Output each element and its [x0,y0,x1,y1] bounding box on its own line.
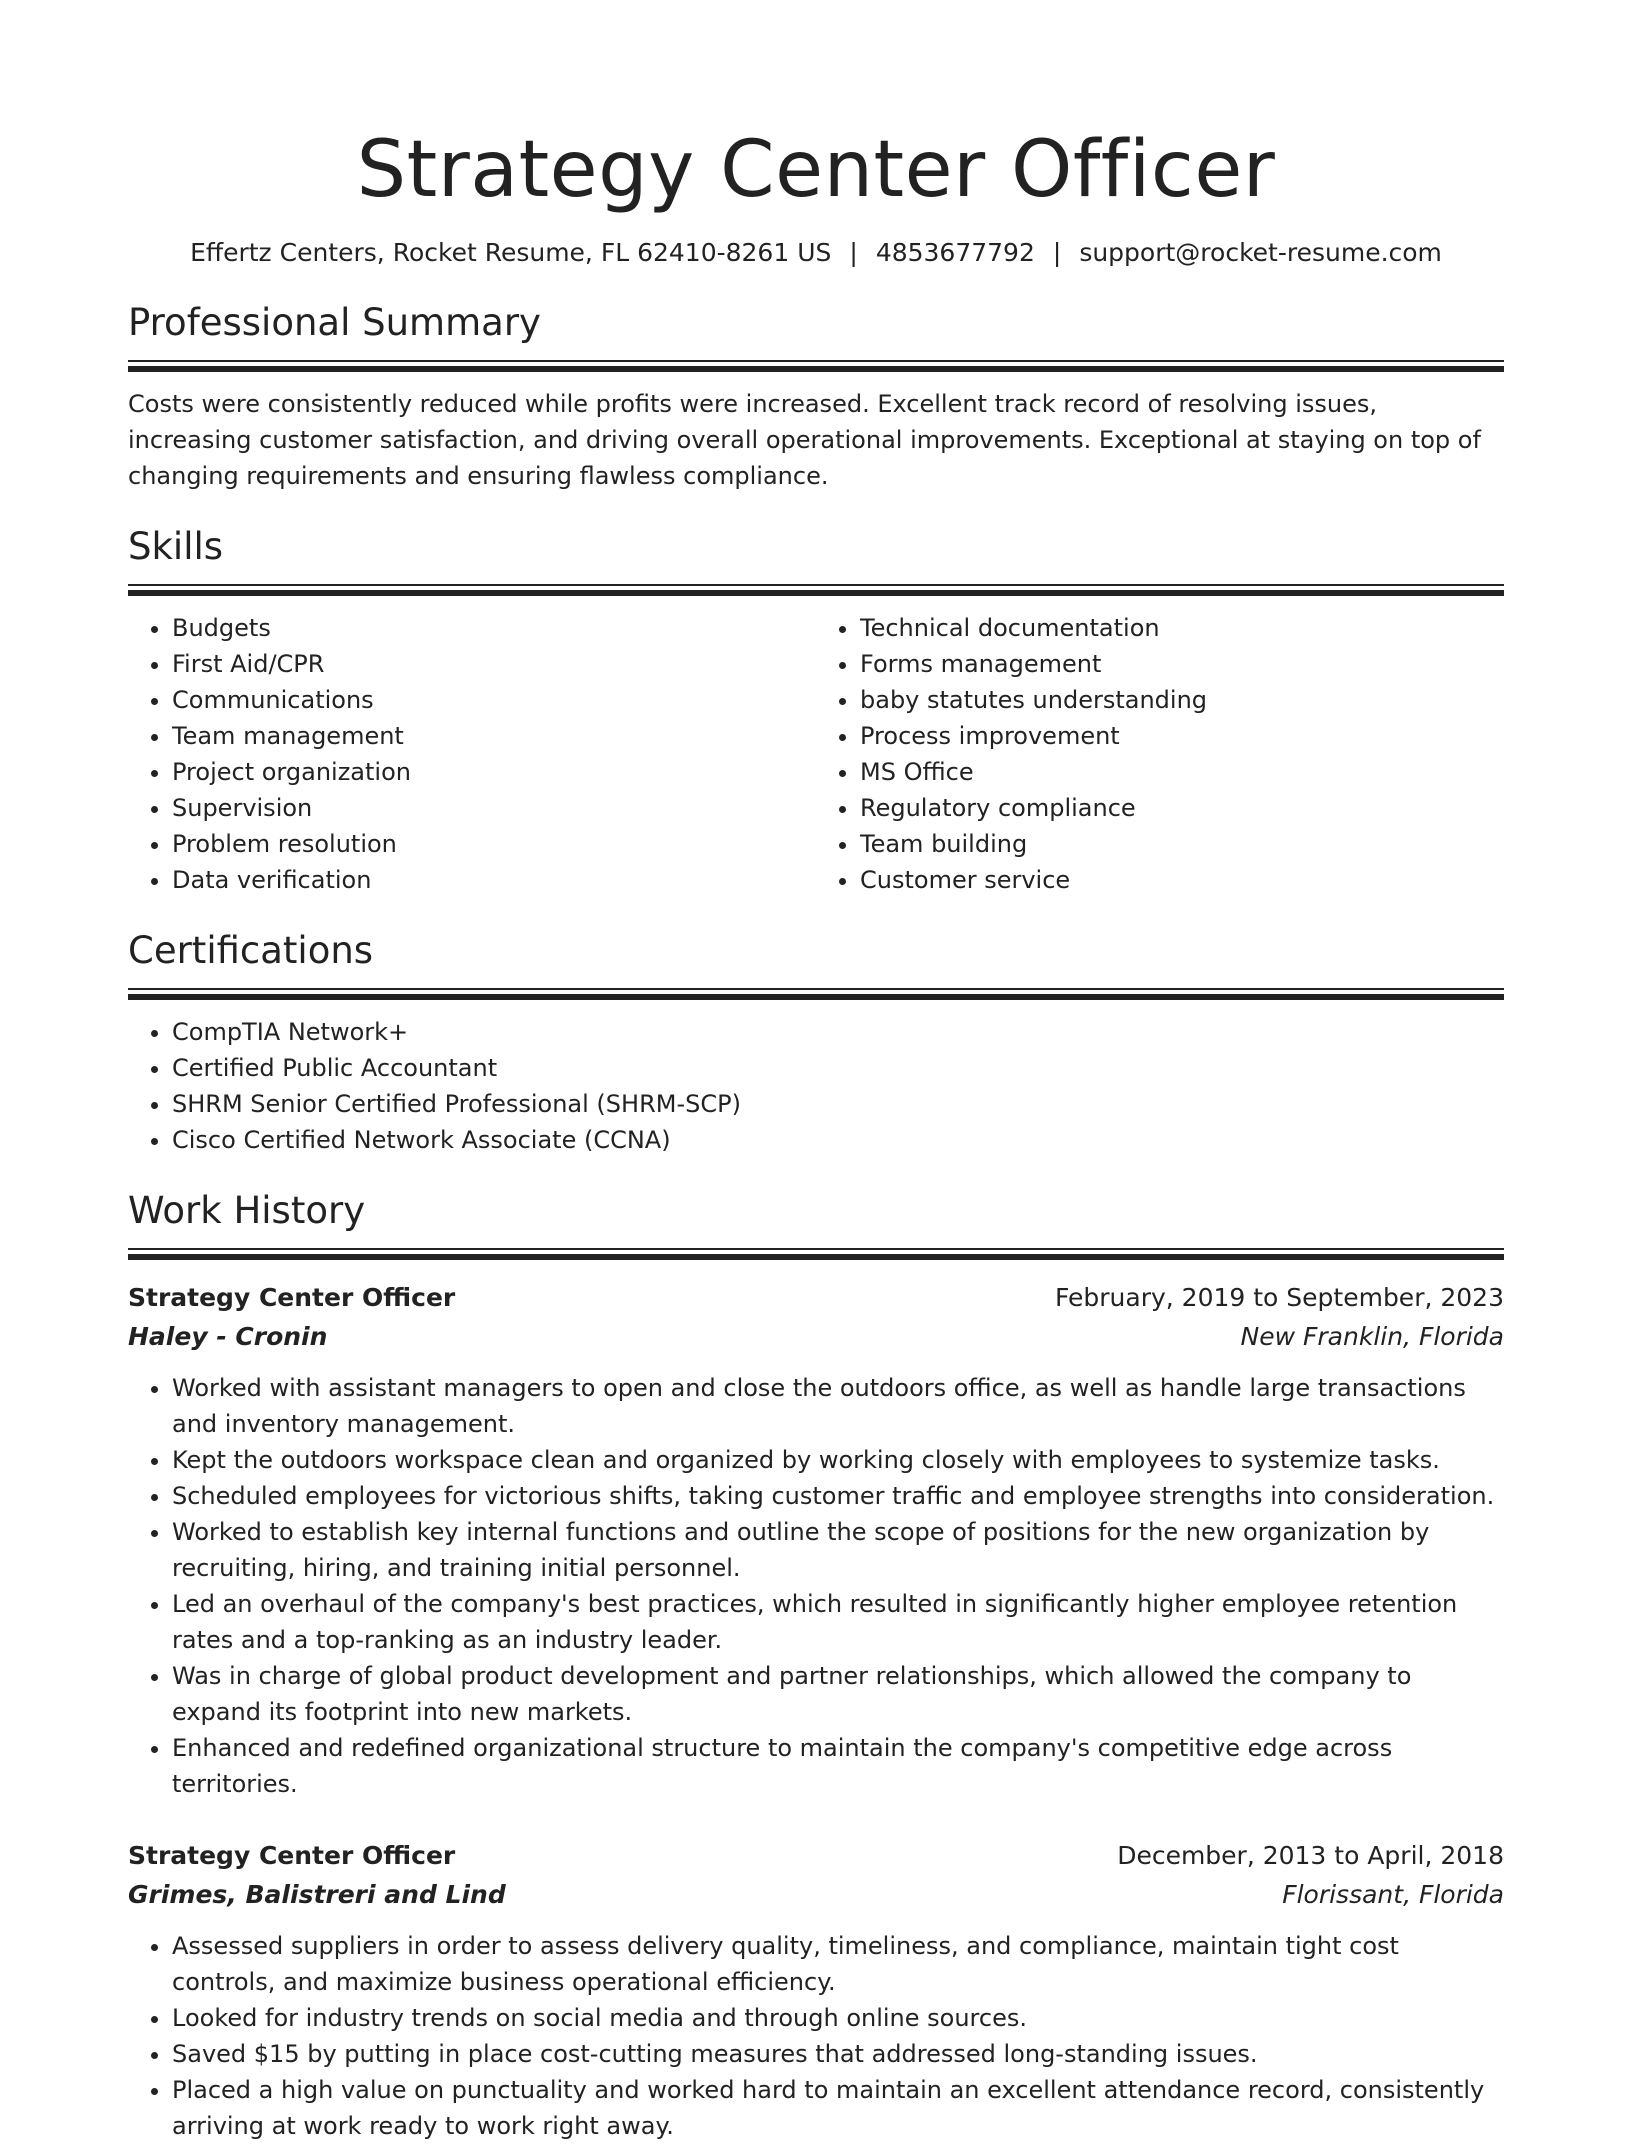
skill-item: • MS Office [860,754,1504,790]
skill-item: • Forms management [860,646,1504,682]
contact-separator: | [849,238,858,267]
skill-item: • baby statutes understanding [860,682,1504,718]
section-title-skills: Skills [128,525,224,568]
contact-email: support@rocket-resume.com [1079,238,1442,267]
skill-item: • Budgets [172,610,816,646]
job-bullet: • Was in charge of global product development and partner relationships, which allowed the company to expand its footprint into new markets. [172,1658,1504,1730]
job-bullet: • Saved $15 by putting in place cost-cutting measures that addressed long-standing issues. [172,2036,1504,2072]
skill-item: • Process improvement [860,718,1504,754]
skill-item: • Team building [860,826,1504,862]
job-title: Strategy Center Officer [128,1841,456,1870]
section-title-certifications: Certifications [128,929,374,972]
summary-text: Costs were consistently reduced while profits were increased. Excellent track record of resolving issues, increasing customer satisfaction, and driving overall operational improvements. Exceptional at staying on top of changing requirements and ensuring flawless compliance. [128,390,1481,490]
contact-phone: 4853677792 [875,238,1035,267]
skill-item: • Project organization [172,754,816,790]
section-divider [128,1248,1504,1260]
work-history-section [128,1186,1504,2144]
job-bullet: • Worked with assistant managers to open and close the outdoors office, as well as handle large transactions and inventory management. [172,1370,1504,1442]
skills-columns [128,610,1504,898]
contact-address: Effertz Centers, Rocket Resume, FL 62410-8261 US [190,238,832,267]
contact-line [128,236,1504,270]
job-bullet: • Kept the outdoors workspace clean and organized by working closely with employees to systemize tasks. [172,1442,1504,1478]
job-bullet: • Assessed suppliers in order to assess delivery quality, timeliness, and compliance, maintain tight cost controls, and maximize business operational efficiency. [172,1928,1504,2000]
job-subheader [128,1317,1504,1356]
certification-item: • Cisco Certified Network Associate (CCNA) [172,1122,1504,1158]
job-location: New Franklin, Florida [1240,1322,1504,1351]
job-dates: December, 2013 to April, 2018 [1117,1841,1504,1870]
skill-item: • Communications [172,682,816,718]
job-entry [128,1278,1504,1802]
job-title: Strategy Center Officer [128,1283,456,1312]
skill-item: • Technical documentation [860,610,1504,646]
skill-item: • Data verification [172,862,816,898]
job-bullets [128,1370,1504,1802]
skill-item: • Customer service [860,862,1504,898]
job-header [128,1278,1504,1317]
job-bullet: • Placed a high value on punctuality and worked hard to maintain an excellent attendance record, consistently arriving at work ready to work right away. [172,2072,1504,2144]
certification-item: • CompTIA Network+ [172,1014,1504,1050]
skills-list-left [128,610,816,898]
skill-item: • Supervision [172,790,816,826]
skill-item: • First Aid/CPR [172,646,816,682]
skill-item: • Regulatory compliance [860,790,1504,826]
job-bullet: • Led an overhaul of the company's best practices, which resulted in significantly higher employee retention rates and a top-ranking as an industry leader. [172,1586,1504,1658]
certification-item: • Certified Public Accountant [172,1050,1504,1086]
section-divider [128,360,1504,372]
job-company: Haley - Cronin [128,1322,328,1351]
certifications-list [128,1014,1504,1158]
resume-name: Strategy Center Officer [356,125,1276,215]
job-bullet: • Scheduled employees for victorious shifts, taking customer traffic and employee strengths into consideration. [172,1478,1504,1514]
section-title-work-history: Work History [128,1189,366,1232]
certifications-section [128,926,1504,1158]
skill-item: • Problem resolution [172,826,816,862]
job-header [128,1836,1504,1875]
certification-item: • SHRM Senior Certified Professional (SHRM-SCP) [172,1086,1504,1122]
skills-list-right [816,610,1504,898]
section-title-summary: Professional Summary [128,301,541,344]
job-bullet: • Enhanced and redefined organizational structure to maintain the company's competitive edge across territories. [172,1730,1504,1802]
job-location: Florissant, Florida [1282,1880,1504,1909]
skill-item: • Team management [172,718,816,754]
job-company: Grimes, Balistreri and Lind [128,1880,506,1909]
section-divider [128,584,1504,596]
job-dates: February, 2019 to September, 2023 [1055,1283,1504,1312]
job-bullet: • Looked for industry trends on social media and through online sources. [172,2000,1504,2036]
job-entry [128,1836,1504,2144]
contact-separator: | [1052,238,1062,267]
job-bullet: • Worked to establish key internal functions and outline the scope of positions for the new organization by recruiting, hiring, and training initial personnel. [172,1514,1504,1586]
skills-section [128,522,1504,898]
section-divider [128,988,1504,1000]
resume-page [128,120,1504,2144]
job-subheader [128,1875,1504,1914]
summary-section [128,298,1504,494]
